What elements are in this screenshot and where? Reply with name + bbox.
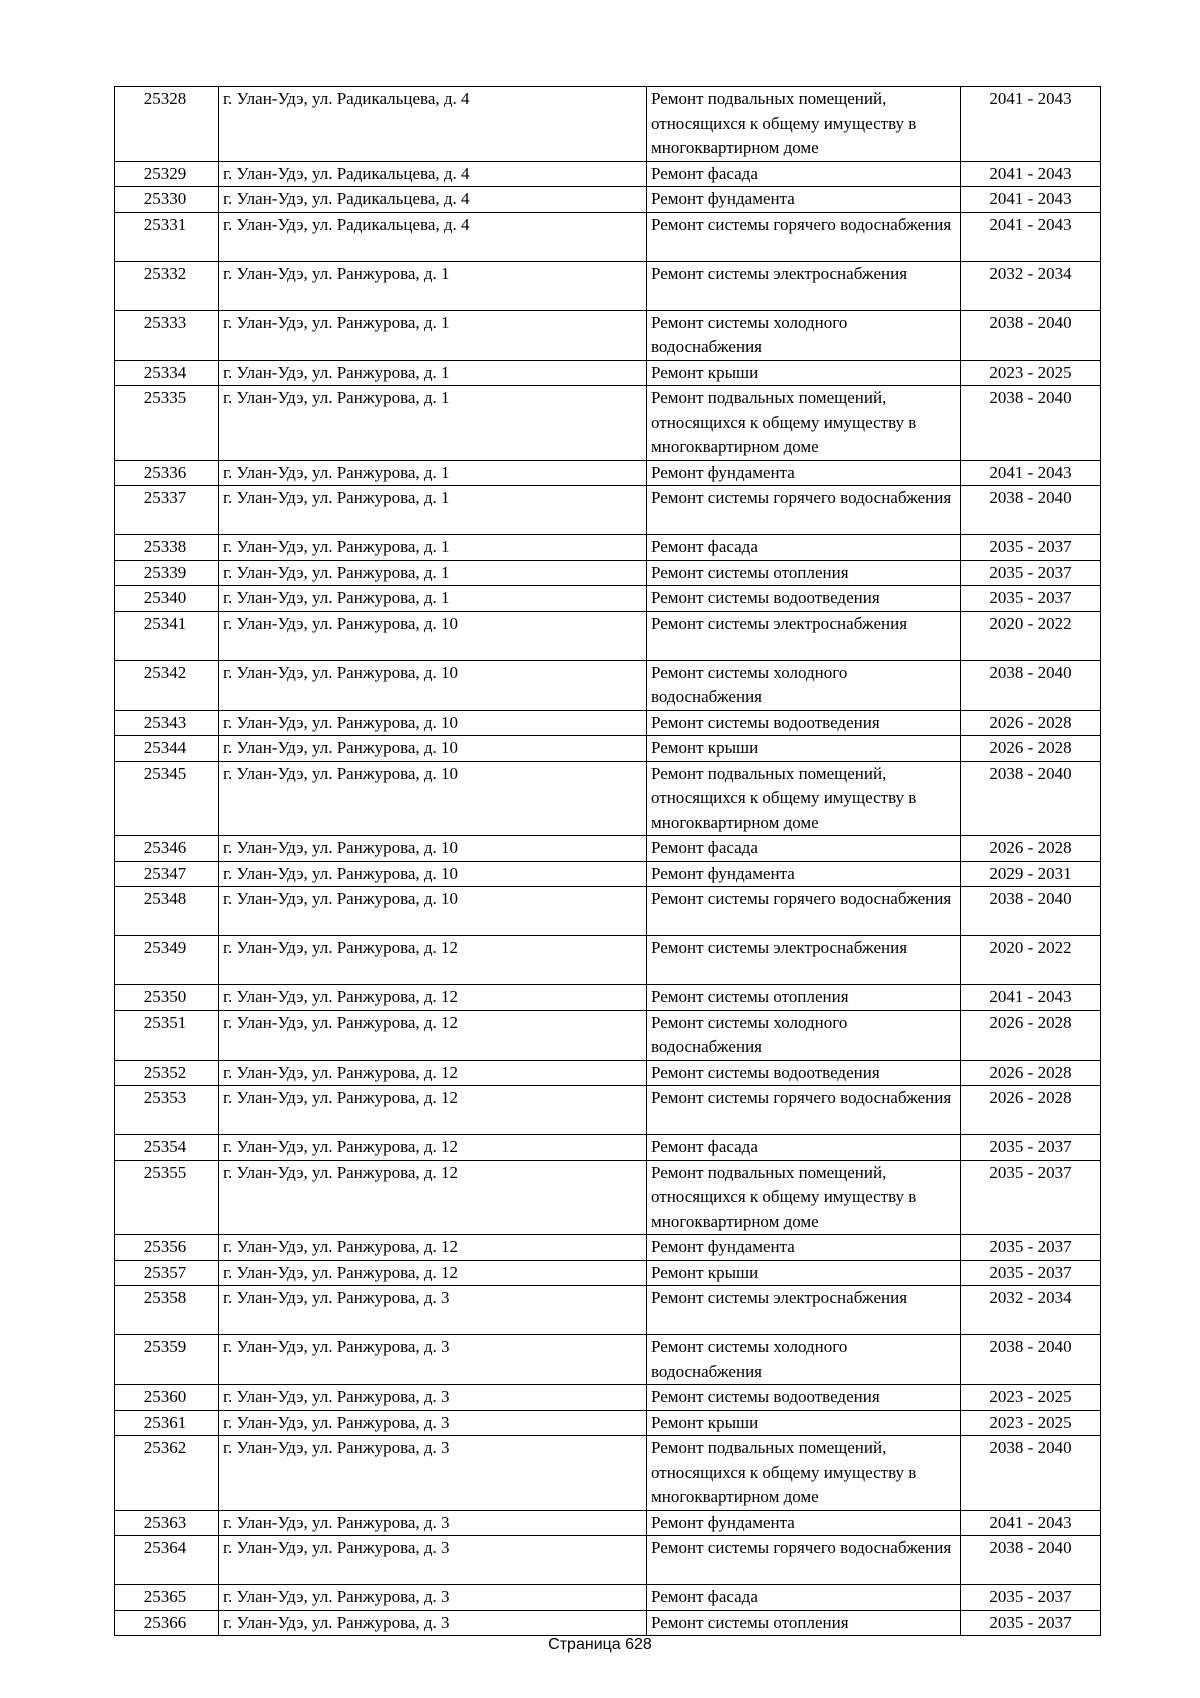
table-row	[115, 1510, 1101, 1536]
address-cell: г. Улан-Удэ, ул. Ранжурова, д. 1	[219, 586, 647, 612]
row-number-cell: 25337	[115, 486, 219, 535]
work-type-cell: Ремонт фундамента	[647, 187, 961, 213]
period-cell: 2035 - 2037	[961, 586, 1101, 612]
row-number-cell: 25355	[115, 1160, 219, 1235]
row-number-cell: 25364	[115, 1536, 219, 1585]
period-cell: 2026 - 2028	[961, 1086, 1101, 1135]
period-cell: 2023 - 2025	[961, 1385, 1101, 1411]
period-cell: 2035 - 2037	[961, 1610, 1101, 1636]
table-row	[115, 212, 1101, 261]
table-row	[115, 1436, 1101, 1511]
address-cell: г. Улан-Удэ, ул. Ранжурова, д. 12	[219, 1160, 647, 1235]
table-row	[115, 161, 1101, 187]
period-cell: 2038 - 2040	[961, 1436, 1101, 1511]
table-row	[115, 310, 1101, 360]
table-row	[115, 1286, 1101, 1335]
address-cell: г. Улан-Удэ, ул. Ранжурова, д. 3	[219, 1410, 647, 1436]
table-row	[115, 1385, 1101, 1411]
row-number-cell: 25342	[115, 660, 219, 710]
address-cell: г. Улан-Удэ, ул. Радикальцева, д. 4	[219, 161, 647, 187]
row-number-cell: 25352	[115, 1060, 219, 1086]
period-cell: 2041 - 2043	[961, 87, 1101, 162]
address-cell: г. Улан-Удэ, ул. Ранжурова, д. 1	[219, 360, 647, 386]
period-cell: 2041 - 2043	[961, 187, 1101, 213]
address-cell: г. Улан-Удэ, ул. Радикальцева, д. 4	[219, 87, 647, 162]
table-row	[115, 87, 1101, 162]
period-cell: 2038 - 2040	[961, 660, 1101, 710]
table-row	[115, 660, 1101, 710]
table-row	[115, 261, 1101, 310]
table-row	[115, 1335, 1101, 1385]
work-type-cell: Ремонт подвальных помещений, относящихся к общему имуществу в многоквартирном доме	[647, 87, 961, 162]
period-cell: 2026 - 2028	[961, 836, 1101, 862]
table-row	[115, 1010, 1101, 1060]
row-number-cell: 25343	[115, 710, 219, 736]
row-number-cell: 25363	[115, 1510, 219, 1536]
period-cell: 2038 - 2040	[961, 310, 1101, 360]
period-cell: 2038 - 2040	[961, 386, 1101, 461]
period-cell: 2029 - 2031	[961, 861, 1101, 887]
work-type-cell: Ремонт подвальных помещений, относящихся к общему имуществу в многоквартирном доме	[647, 761, 961, 836]
address-cell: г. Улан-Удэ, ул. Ранжурова, д. 1	[219, 486, 647, 535]
address-cell: г. Улан-Удэ, ул. Ранжурова, д. 10	[219, 861, 647, 887]
work-type-cell: Ремонт системы горячего водоснабжения	[647, 887, 961, 936]
row-number-cell: 25365	[115, 1585, 219, 1611]
address-cell: г. Улан-Удэ, ул. Ранжурова, д. 1	[219, 310, 647, 360]
table-row	[115, 1610, 1101, 1636]
period-cell: 2035 - 2037	[961, 1260, 1101, 1286]
row-number-cell: 25341	[115, 611, 219, 660]
table-row	[115, 611, 1101, 660]
table-row	[115, 486, 1101, 535]
period-cell: 2032 - 2034	[961, 1286, 1101, 1335]
work-type-cell: Ремонт системы отопления	[647, 985, 961, 1011]
row-number-cell: 25333	[115, 310, 219, 360]
table-row	[115, 1410, 1101, 1436]
row-number-cell: 25344	[115, 736, 219, 762]
address-cell: г. Улан-Удэ, ул. Ранжурова, д. 12	[219, 1060, 647, 1086]
row-number-cell: 25328	[115, 87, 219, 162]
table-row	[115, 360, 1101, 386]
work-type-cell: Ремонт подвальных помещений, относящихся к общему имуществу в многоквартирном доме	[647, 1160, 961, 1235]
work-type-cell: Ремонт фасада	[647, 535, 961, 561]
row-number-cell: 25362	[115, 1436, 219, 1511]
table-row	[115, 887, 1101, 936]
table-row	[115, 1160, 1101, 1235]
period-cell: 2035 - 2037	[961, 1135, 1101, 1161]
work-type-cell: Ремонт системы водоотведения	[647, 586, 961, 612]
work-type-cell: Ремонт системы электроснабжения	[647, 611, 961, 660]
work-type-cell: Ремонт системы горячего водоснабжения	[647, 212, 961, 261]
work-type-cell: Ремонт системы холодного водоснабжения	[647, 310, 961, 360]
row-number-cell: 25353	[115, 1086, 219, 1135]
address-cell: г. Улан-Удэ, ул. Ранжурова, д. 12	[219, 936, 647, 985]
work-type-cell: Ремонт системы отопления	[647, 560, 961, 586]
table-row	[115, 586, 1101, 612]
address-cell: г. Улан-Удэ, ул. Ранжурова, д. 12	[219, 1135, 647, 1161]
row-number-cell: 25329	[115, 161, 219, 187]
row-number-cell: 25345	[115, 761, 219, 836]
work-type-cell: Ремонт системы электроснабжения	[647, 936, 961, 985]
work-type-cell: Ремонт системы горячего водоснабжения	[647, 1536, 961, 1585]
period-cell: 2038 - 2040	[961, 887, 1101, 936]
row-number-cell: 25349	[115, 936, 219, 985]
table-row	[115, 861, 1101, 887]
period-cell: 2020 - 2022	[961, 611, 1101, 660]
address-cell: г. Улан-Удэ, ул. Ранжурова, д. 3	[219, 1585, 647, 1611]
work-type-cell: Ремонт крыши	[647, 360, 961, 386]
address-cell: г. Улан-Удэ, ул. Ранжурова, д. 10	[219, 761, 647, 836]
work-type-cell: Ремонт фасада	[647, 161, 961, 187]
row-number-cell: 25338	[115, 535, 219, 561]
row-number-cell: 25348	[115, 887, 219, 936]
work-type-cell: Ремонт фасада	[647, 1135, 961, 1161]
period-cell: 2026 - 2028	[961, 736, 1101, 762]
table-row	[115, 1536, 1101, 1585]
period-cell: 2038 - 2040	[961, 761, 1101, 836]
period-cell: 2032 - 2034	[961, 261, 1101, 310]
row-number-cell: 25366	[115, 1610, 219, 1636]
table-row	[115, 1585, 1101, 1611]
table-body	[115, 87, 1101, 1636]
address-cell: г. Улан-Удэ, ул. Ранжурова, д. 3	[219, 1510, 647, 1536]
page-number: Страница 628	[548, 1636, 652, 1653]
work-type-cell: Ремонт системы отопления	[647, 1610, 961, 1636]
table-row	[115, 1086, 1101, 1135]
period-cell: 2041 - 2043	[961, 460, 1101, 486]
period-cell: 2035 - 2037	[961, 1160, 1101, 1235]
address-cell: г. Улан-Удэ, ул. Ранжурова, д. 1	[219, 560, 647, 586]
work-type-cell: Ремонт системы холодного водоснабжения	[647, 1335, 961, 1385]
row-number-cell: 25335	[115, 386, 219, 461]
address-cell: г. Улан-Удэ, ул. Ранжурова, д. 1	[219, 535, 647, 561]
work-type-cell: Ремонт системы электроснабжения	[647, 1286, 961, 1335]
table-row	[115, 1135, 1101, 1161]
work-type-cell: Ремонт фундамента	[647, 1510, 961, 1536]
address-cell: г. Улан-Удэ, ул. Ранжурова, д. 3	[219, 1536, 647, 1585]
table-row	[115, 1060, 1101, 1086]
work-type-cell: Ремонт системы холодного водоснабжения	[647, 1010, 961, 1060]
address-cell: г. Улан-Удэ, ул. Ранжурова, д. 3	[219, 1335, 647, 1385]
period-cell: 2041 - 2043	[961, 212, 1101, 261]
table-row	[115, 535, 1101, 561]
table-row	[115, 187, 1101, 213]
period-cell: 2038 - 2040	[961, 486, 1101, 535]
row-number-cell: 25330	[115, 187, 219, 213]
address-cell: г. Улан-Удэ, ул. Ранжурова, д. 12	[219, 1010, 647, 1060]
address-cell: г. Улан-Удэ, ул. Ранжурова, д. 10	[219, 660, 647, 710]
address-cell: г. Улан-Удэ, ул. Ранжурова, д. 1	[219, 261, 647, 310]
period-cell: 2023 - 2025	[961, 1410, 1101, 1436]
table-row	[115, 936, 1101, 985]
address-cell: г. Улан-Удэ, ул. Ранжурова, д. 10	[219, 736, 647, 762]
period-cell: 2035 - 2037	[961, 560, 1101, 586]
row-number-cell: 25332	[115, 261, 219, 310]
address-cell: г. Улан-Удэ, ул. Ранжурова, д. 10	[219, 611, 647, 660]
row-number-cell: 25361	[115, 1410, 219, 1436]
table-row	[115, 836, 1101, 862]
period-cell: 2026 - 2028	[961, 1060, 1101, 1086]
row-number-cell: 25354	[115, 1135, 219, 1161]
period-cell: 2035 - 2037	[961, 535, 1101, 561]
period-cell: 2035 - 2037	[961, 1585, 1101, 1611]
row-number-cell: 25360	[115, 1385, 219, 1411]
period-cell: 2026 - 2028	[961, 710, 1101, 736]
period-cell: 2041 - 2043	[961, 1510, 1101, 1536]
row-number-cell: 25351	[115, 1010, 219, 1060]
work-type-cell: Ремонт системы горячего водоснабжения	[647, 486, 961, 535]
row-number-cell: 25334	[115, 360, 219, 386]
address-cell: г. Улан-Удэ, ул. Ранжурова, д. 10	[219, 710, 647, 736]
row-number-cell: 25347	[115, 861, 219, 887]
work-type-cell: Ремонт фасада	[647, 1585, 961, 1611]
row-number-cell: 25336	[115, 460, 219, 486]
work-type-cell: Ремонт фундамента	[647, 1235, 961, 1261]
address-cell: г. Улан-Удэ, ул. Ранжурова, д. 3	[219, 1436, 647, 1511]
table-row	[115, 386, 1101, 461]
work-type-cell: Ремонт крыши	[647, 1260, 961, 1286]
period-cell: 2041 - 2043	[961, 161, 1101, 187]
address-cell: г. Улан-Удэ, ул. Ранжурова, д. 1	[219, 386, 647, 461]
address-cell: г. Улан-Удэ, ул. Ранжурова, д. 10	[219, 887, 647, 936]
repair-schedule-table	[114, 86, 1101, 1636]
work-type-cell: Ремонт системы водоотведения	[647, 710, 961, 736]
table-row	[115, 736, 1101, 762]
row-number-cell: 25340	[115, 586, 219, 612]
work-type-cell: Ремонт системы водоотведения	[647, 1060, 961, 1086]
table-row	[115, 1235, 1101, 1261]
period-cell: 2026 - 2028	[961, 1010, 1101, 1060]
table-row	[115, 710, 1101, 736]
table-row	[115, 985, 1101, 1011]
address-cell: г. Улан-Удэ, ул. Ранжурова, д. 12	[219, 1235, 647, 1261]
row-number-cell: 25350	[115, 985, 219, 1011]
address-cell: г. Улан-Удэ, ул. Радикальцева, д. 4	[219, 187, 647, 213]
address-cell: г. Улан-Удэ, ул. Ранжурова, д. 10	[219, 836, 647, 862]
period-cell: 2038 - 2040	[961, 1335, 1101, 1385]
address-cell: г. Улан-Удэ, ул. Ранжурова, д. 3	[219, 1610, 647, 1636]
period-cell: 2035 - 2037	[961, 1235, 1101, 1261]
work-type-cell: Ремонт крыши	[647, 736, 961, 762]
work-type-cell: Ремонт системы электроснабжения	[647, 261, 961, 310]
work-type-cell: Ремонт фундамента	[647, 460, 961, 486]
row-number-cell: 25359	[115, 1335, 219, 1385]
address-cell: г. Улан-Удэ, ул. Ранжурова, д. 12	[219, 1260, 647, 1286]
address-cell: г. Улан-Удэ, ул. Ранжурова, д. 12	[219, 985, 647, 1011]
row-number-cell: 25358	[115, 1286, 219, 1335]
address-cell: г. Улан-Удэ, ул. Радикальцева, д. 4	[219, 212, 647, 261]
address-cell: г. Улан-Удэ, ул. Ранжурова, д. 12	[219, 1086, 647, 1135]
address-cell: г. Улан-Удэ, ул. Ранжурова, д. 1	[219, 460, 647, 486]
row-number-cell: 25346	[115, 836, 219, 862]
table-row	[115, 460, 1101, 486]
period-cell: 2038 - 2040	[961, 1536, 1101, 1585]
address-cell: г. Улан-Удэ, ул. Ранжурова, д. 3	[219, 1385, 647, 1411]
period-cell: 2023 - 2025	[961, 360, 1101, 386]
period-cell: 2041 - 2043	[961, 985, 1101, 1011]
period-cell: 2020 - 2022	[961, 936, 1101, 985]
table-row	[115, 1260, 1101, 1286]
work-type-cell: Ремонт фасада	[647, 836, 961, 862]
work-type-cell: Ремонт подвальных помещений, относящихся к общему имуществу в многоквартирном доме	[647, 386, 961, 461]
work-type-cell: Ремонт крыши	[647, 1410, 961, 1436]
work-type-cell: Ремонт системы холодного водоснабжения	[647, 660, 961, 710]
address-cell: г. Улан-Удэ, ул. Ранжурова, д. 3	[219, 1286, 647, 1335]
work-type-cell: Ремонт системы горячего водоснабжения	[647, 1086, 961, 1135]
work-type-cell: Ремонт системы водоотведения	[647, 1385, 961, 1411]
work-type-cell: Ремонт подвальных помещений, относящихся к общему имуществу в многоквартирном доме	[647, 1436, 961, 1511]
work-type-cell: Ремонт фундамента	[647, 861, 961, 887]
row-number-cell: 25356	[115, 1235, 219, 1261]
row-number-cell: 25357	[115, 1260, 219, 1286]
table-row	[115, 560, 1101, 586]
row-number-cell: 25331	[115, 212, 219, 261]
table-row	[115, 761, 1101, 836]
row-number-cell: 25339	[115, 560, 219, 586]
